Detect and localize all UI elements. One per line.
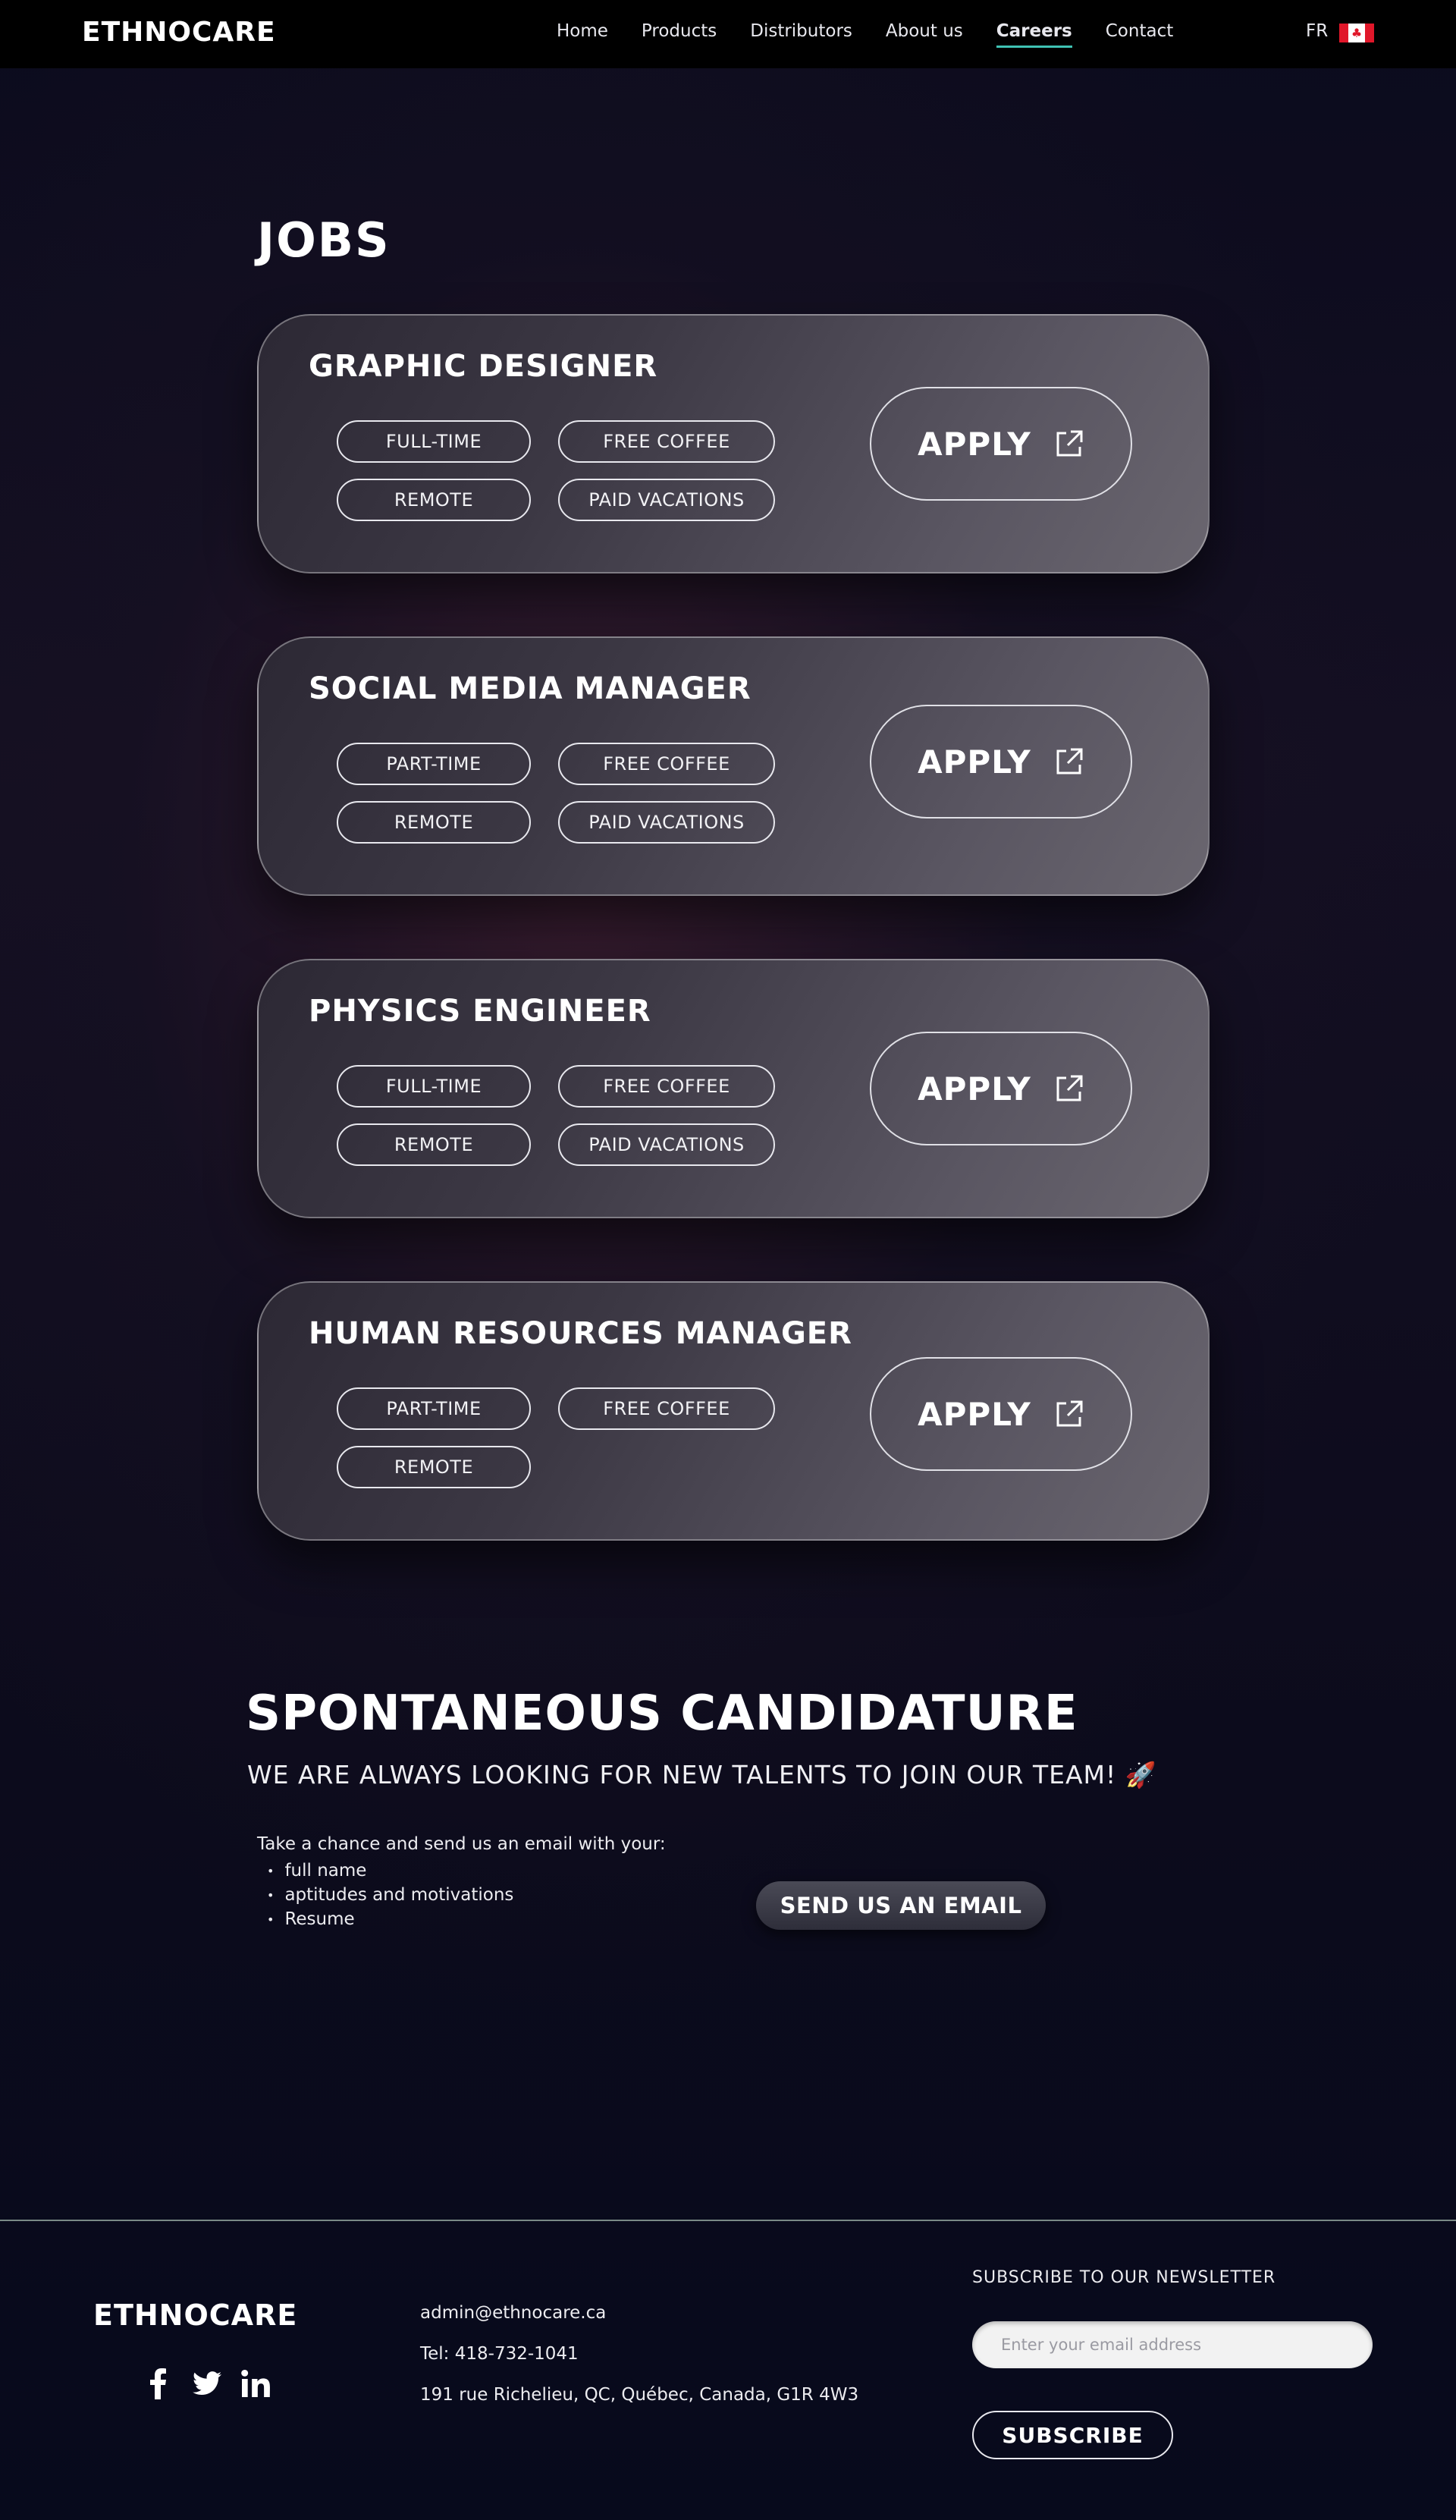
external-link-icon	[1054, 746, 1084, 777]
apply-label: APPLY	[918, 1070, 1031, 1108]
brand-logo[interactable]: ETHNOCARE	[82, 17, 276, 48]
list-item: • Resume	[267, 1907, 513, 1931]
nav-link-about-us[interactable]: About us	[885, 21, 963, 41]
job-tag: REMOTE	[337, 801, 531, 844]
apply-button[interactable]	[870, 1357, 1132, 1471]
job-title: HUMAN RESOURCES MANAGER	[309, 1316, 852, 1351]
nav-link-careers[interactable]: Careers	[996, 21, 1072, 48]
contact-phone: Tel: 418-732-1041	[420, 2344, 579, 2364]
navbar	[0, 0, 1456, 68]
nav-link-distributors[interactable]: Distributors	[750, 21, 852, 41]
apply-label: APPLY	[918, 1395, 1031, 1433]
job-tag: FREE COFFEE	[558, 743, 775, 785]
job-title: PHYSICS ENGINEER	[309, 994, 651, 1029]
spontaneous-subtitle: WE ARE ALWAYS LOOKING FOR NEW TALENTS TO JOIN OUR TEAM! 🚀	[247, 1760, 1157, 1789]
job-tag: FREE COFFEE	[558, 1387, 775, 1430]
external-link-icon	[1054, 429, 1084, 459]
external-link-icon	[1054, 1399, 1084, 1429]
job-tag: FULL-TIME	[337, 420, 531, 463]
job-tag: PART-TIME	[337, 743, 531, 785]
list-item: • aptitudes and motivations	[267, 1883, 513, 1907]
subscribe-button[interactable]: SUBSCRIBE	[972, 2411, 1173, 2459]
footer-contact	[420, 2303, 858, 2426]
footer-divider	[0, 2220, 1456, 2221]
list-item: • full name	[267, 1859, 513, 1883]
job-tag: PAID VACATIONS	[558, 801, 775, 844]
language-toggle[interactable]: FR	[1306, 21, 1329, 41]
nav-link-products[interactable]: Products	[641, 21, 717, 41]
job-tag: FREE COFFEE	[558, 1065, 775, 1108]
apply-button[interactable]	[870, 705, 1132, 819]
job-title: SOCIAL MEDIA MANAGER	[309, 671, 752, 706]
nav-link-home[interactable]: Home	[557, 21, 608, 41]
job-tag: REMOTE	[337, 479, 531, 521]
job-tag: REMOTE	[337, 1123, 531, 1166]
job-card	[257, 636, 1210, 896]
newsletter-email-input[interactable]	[972, 2321, 1373, 2368]
jobs-title: JOBS	[257, 212, 391, 268]
facebook-icon[interactable]	[144, 2367, 173, 2400]
linkedin-icon[interactable]	[241, 2367, 270, 2400]
apply-label: APPLY	[918, 743, 1031, 781]
nav-link-contact[interactable]: Contact	[1105, 21, 1174, 41]
send-email-button[interactable]: SEND US AN EMAIL	[756, 1881, 1046, 1930]
job-tag: FREE COFFEE	[558, 420, 775, 463]
job-tag: PART-TIME	[337, 1387, 531, 1430]
nav-links	[557, 21, 1207, 48]
apply-button[interactable]	[870, 1032, 1132, 1145]
twitter-icon[interactable]	[193, 2367, 221, 2400]
job-tag: REMOTE	[337, 1446, 531, 1488]
job-tag: FULL-TIME	[337, 1065, 531, 1108]
spontaneous-list	[267, 1859, 513, 1931]
job-card	[257, 1281, 1210, 1541]
contact-address: 191 rue Richelieu, QC, Québec, Canada, G1R 4W3	[420, 2385, 859, 2405]
job-card	[257, 959, 1210, 1218]
newsletter-label: SUBSCRIBE TO OUR NEWSLETTER	[972, 2268, 1276, 2287]
spontaneous-intro: Take a chance and send us an email with your:	[257, 1834, 666, 1854]
apply-label: APPLY	[918, 425, 1031, 463]
spontaneous-title: SPONTANEOUS CANDIDATURE	[246, 1686, 1078, 1742]
social-links	[144, 2367, 270, 2400]
job-tag: PAID VACATIONS	[558, 479, 775, 521]
job-title: GRAPHIC DESIGNER	[309, 349, 658, 384]
canada-flag-icon[interactable]: ♣	[1339, 24, 1374, 42]
external-link-icon	[1054, 1073, 1084, 1104]
job-tag: PAID VACATIONS	[558, 1123, 775, 1166]
job-card	[257, 314, 1210, 573]
contact-email[interactable]: admin@ethnocare.ca	[420, 2303, 607, 2323]
apply-button[interactable]	[870, 387, 1132, 501]
footer-brand-logo[interactable]: ETHNOCARE	[93, 2298, 298, 2332]
